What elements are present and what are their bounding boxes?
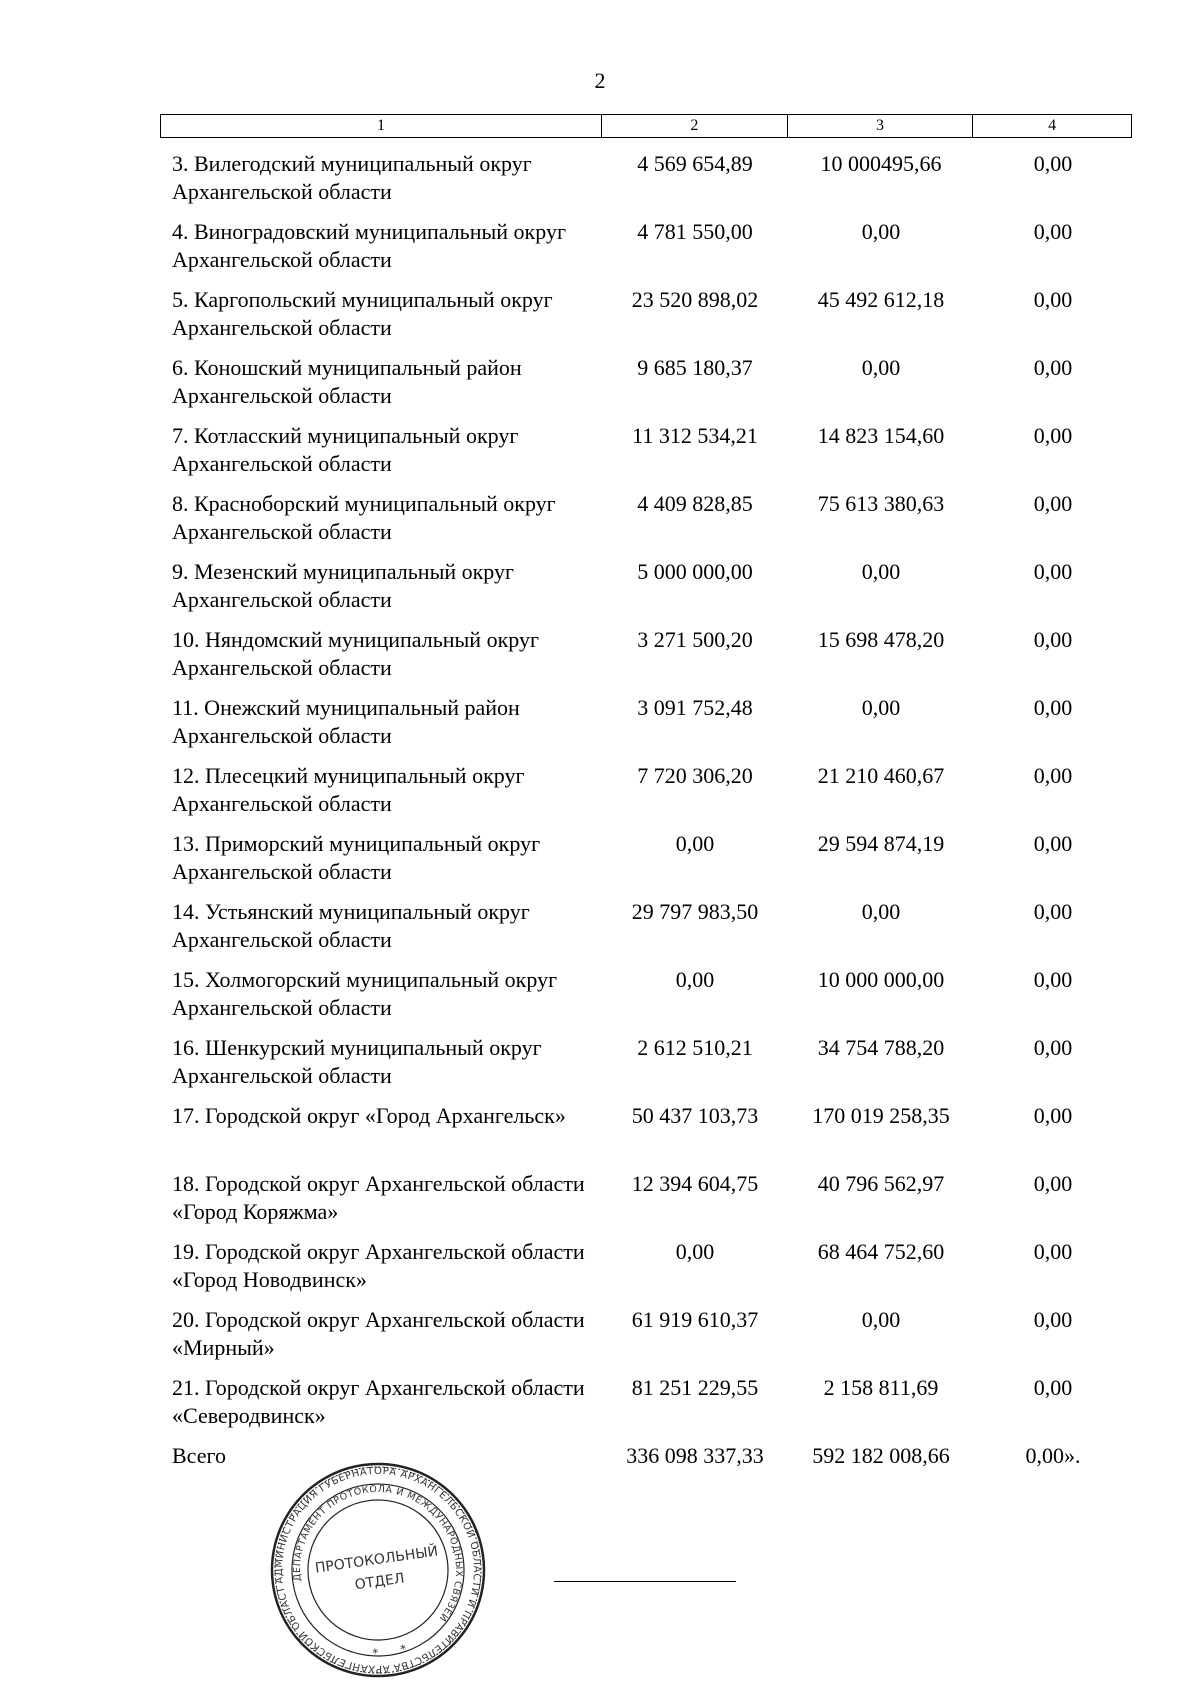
table-header bbox=[160, 114, 1132, 138]
row-col-4: 0,00 bbox=[1033, 1171, 1073, 1196]
header-col-2: 2 bbox=[602, 115, 788, 137]
row-name: 7. Котласский муниципальный округ Архангельской области bbox=[172, 423, 519, 476]
row-col-3: 10 000495,66 bbox=[820, 151, 942, 176]
table-body bbox=[160, 150, 1132, 1482]
row-col-2: 0,00 bbox=[675, 1239, 715, 1264]
row-col-3: 68 464 752,60 bbox=[817, 1239, 945, 1264]
total-col-4: 0,00». bbox=[1025, 1443, 1081, 1468]
row-col-4: 0,00 bbox=[1033, 1307, 1073, 1332]
table-row bbox=[160, 830, 1132, 898]
row-col-2: 5 000 000,00 bbox=[637, 559, 753, 584]
row-col-3: 170 019 258,35 bbox=[812, 1103, 950, 1128]
row-col-2: 7 720 306,20 bbox=[637, 763, 753, 788]
row-col-4: 0,00 bbox=[1033, 151, 1073, 176]
row-col-3: 0,00 bbox=[861, 899, 901, 924]
seal-outer-text: АДМИНИСТРАЦИЯ ГУБЕРНАТОРА АРХАНГЕЛЬСКОЙ ОБЛАСТИ И ПРАВИТЕЛЬСТВА АРХАНГЕЛЬСКОЙ ОБЛАСТИ bbox=[273, 1465, 483, 1675]
row-col-2: 3 091 752,48 bbox=[637, 695, 753, 720]
row-col-3: 0,00 bbox=[861, 219, 901, 244]
row-col-4: 0,00 bbox=[1033, 491, 1073, 516]
row-col-2: 0,00 bbox=[675, 967, 715, 992]
row-name: 18. Городской округ Архангельской области «Город Коряжма» bbox=[172, 1171, 585, 1224]
total-col-2: 336 098 337,33 bbox=[626, 1443, 764, 1468]
row-col-3: 29 594 874,19 bbox=[817, 831, 945, 856]
row-col-4: 0,00 bbox=[1033, 355, 1073, 380]
table-row bbox=[160, 150, 1132, 218]
row-col-3: 10 000 000,00 bbox=[817, 967, 945, 992]
row-col-3: 0,00 bbox=[861, 695, 901, 720]
row-col-3: 34 754 788,20 bbox=[817, 1035, 945, 1060]
row-name: 14. Устьянский муниципальный округ Архангельской области bbox=[172, 899, 530, 952]
row-col-4: 0,00 bbox=[1033, 1239, 1073, 1264]
table-row bbox=[160, 694, 1132, 762]
row-col-3: 0,00 bbox=[861, 355, 901, 380]
header-col-4: 4 bbox=[1048, 117, 1057, 134]
row-name: 20. Городской округ Архангельской области «Мирный» bbox=[172, 1307, 585, 1360]
header-col-3: 3 bbox=[788, 115, 974, 137]
table-row bbox=[160, 626, 1132, 694]
table-row bbox=[160, 558, 1132, 626]
row-col-4: 0,00 bbox=[1033, 1103, 1073, 1128]
seal-star-icon: * bbox=[399, 1641, 408, 1657]
row-col-2: 4 781 550,00 bbox=[637, 219, 753, 244]
row-col-2: 12 394 604,75 bbox=[631, 1171, 759, 1196]
row-name: 10. Няндомский муниципальный округ Архангельской области bbox=[172, 627, 539, 680]
row-col-2: 9 685 180,37 bbox=[637, 355, 753, 380]
row-col-4: 0,00 bbox=[1033, 899, 1073, 924]
row-name: 21. Городской округ Архангельской области «Северодвинск» bbox=[172, 1375, 585, 1428]
row-col-3: 2 158 811,69 bbox=[823, 1375, 939, 1400]
row-col-3: 45 492 612,18 bbox=[817, 287, 945, 312]
table-row bbox=[160, 422, 1132, 490]
table-row bbox=[160, 354, 1132, 422]
row-col-2: 4 569 654,89 bbox=[637, 151, 753, 176]
table-row bbox=[160, 1170, 1132, 1238]
row-col-3: 40 796 562,97 bbox=[817, 1171, 945, 1196]
official-seal bbox=[268, 1460, 488, 1680]
row-col-4: 0,00 bbox=[1033, 559, 1073, 584]
row-col-4: 0,00 bbox=[1033, 627, 1073, 652]
row-name: 3. Вилегодский муниципальный округ Архангельской области bbox=[172, 151, 532, 204]
row-name: 5. Каргопольский муниципальный округ Архангельской области bbox=[172, 287, 553, 340]
row-col-3: 0,00 bbox=[861, 1307, 901, 1332]
seal-center-line1: ПРОТОКОЛЬНЫЙ bbox=[314, 1543, 440, 1577]
seal-star-icon: * bbox=[371, 1645, 380, 1661]
row-col-2: 4 409 828,85 bbox=[637, 491, 753, 516]
row-name: 19. Городской округ Архангельской области «Город Новодвинск» bbox=[172, 1239, 585, 1292]
page-number: 2 bbox=[594, 68, 606, 93]
row-col-2: 2 612 510,21 bbox=[637, 1035, 753, 1060]
row-name: 13. Приморский муниципальный округ Архангельской области bbox=[172, 831, 541, 884]
row-col-3: 0,00 bbox=[861, 559, 901, 584]
table-row bbox=[160, 286, 1132, 354]
seal-inner-text: ДЕПАРТАМЕНТ ПРОТОКОЛА И МЕЖДУНАРОДНЫХ СВЯЗЕЙ bbox=[291, 1483, 465, 1624]
table-row bbox=[160, 1306, 1132, 1374]
table-row bbox=[160, 1034, 1132, 1102]
table-row bbox=[160, 218, 1132, 286]
row-name: 16. Шенкурский муниципальный округ Архангельской области bbox=[172, 1035, 542, 1088]
row-name: 6. Коношский муниципальный район Архангельской области bbox=[172, 355, 522, 408]
row-name: 12. Плесецкий муниципальный округ Архангельской области bbox=[172, 763, 525, 816]
row-col-4: 0,00 bbox=[1033, 831, 1073, 856]
header-col-1: 1 bbox=[161, 115, 602, 137]
table-row bbox=[160, 1374, 1132, 1442]
row-col-4: 0,00 bbox=[1033, 219, 1073, 244]
row-name: 4. Виноградовский муниципальный округ Архангельской области bbox=[172, 219, 566, 272]
row-col-2: 0,00 bbox=[675, 831, 715, 856]
row-name: 8. Красноборский муниципальный округ Архангельской области bbox=[172, 491, 556, 544]
row-name: 9. Мезенский муниципальный округ Архангельской области bbox=[172, 559, 515, 612]
seal-center-line2: ОТДЕЛ bbox=[353, 1570, 406, 1594]
table-row bbox=[160, 898, 1132, 966]
row-col-2: 3 271 500,20 bbox=[637, 627, 753, 652]
row-col-4: 0,00 bbox=[1033, 695, 1073, 720]
row-col-2: 81 251 229,55 bbox=[631, 1375, 759, 1400]
table-row bbox=[160, 966, 1132, 1034]
total-label: Всего bbox=[172, 1443, 226, 1468]
row-col-4: 0,00 bbox=[1033, 1375, 1073, 1400]
table-row bbox=[160, 1238, 1132, 1306]
row-col-3: 75 613 380,63 bbox=[817, 491, 945, 516]
table-row bbox=[160, 762, 1132, 830]
row-col-4: 0,00 bbox=[1033, 287, 1073, 312]
table-row bbox=[160, 1102, 1132, 1170]
row-col-3: 15 698 478,20 bbox=[817, 627, 945, 652]
table-row bbox=[160, 490, 1132, 558]
row-col-2: 29 797 983,50 bbox=[631, 899, 759, 924]
row-col-2: 11 312 534,21 bbox=[632, 423, 758, 448]
row-col-2: 61 919 610,37 bbox=[631, 1307, 759, 1332]
row-col-4: 0,00 bbox=[1033, 763, 1073, 788]
row-col-2: 23 520 898,02 bbox=[631, 287, 759, 312]
row-col-3: 21 210 460,67 bbox=[817, 763, 945, 788]
row-col-3: 14 823 154,60 bbox=[817, 423, 945, 448]
row-col-4: 0,00 bbox=[1033, 423, 1073, 448]
row-name: 15. Холмогорский муниципальный округ Архангельской области bbox=[172, 967, 558, 1020]
signature-line bbox=[554, 1581, 736, 1582]
row-name: 17. Городской округ «Город Архангельск» bbox=[172, 1103, 566, 1128]
total-col-3: 592 182 008,66 bbox=[812, 1443, 950, 1468]
row-col-4: 0,00 bbox=[1033, 1035, 1073, 1060]
row-col-4: 0,00 bbox=[1033, 967, 1073, 992]
row-col-2: 50 437 103,73 bbox=[631, 1103, 759, 1128]
row-name: 11. Онежский муниципальный район Архангельской области bbox=[172, 695, 520, 748]
